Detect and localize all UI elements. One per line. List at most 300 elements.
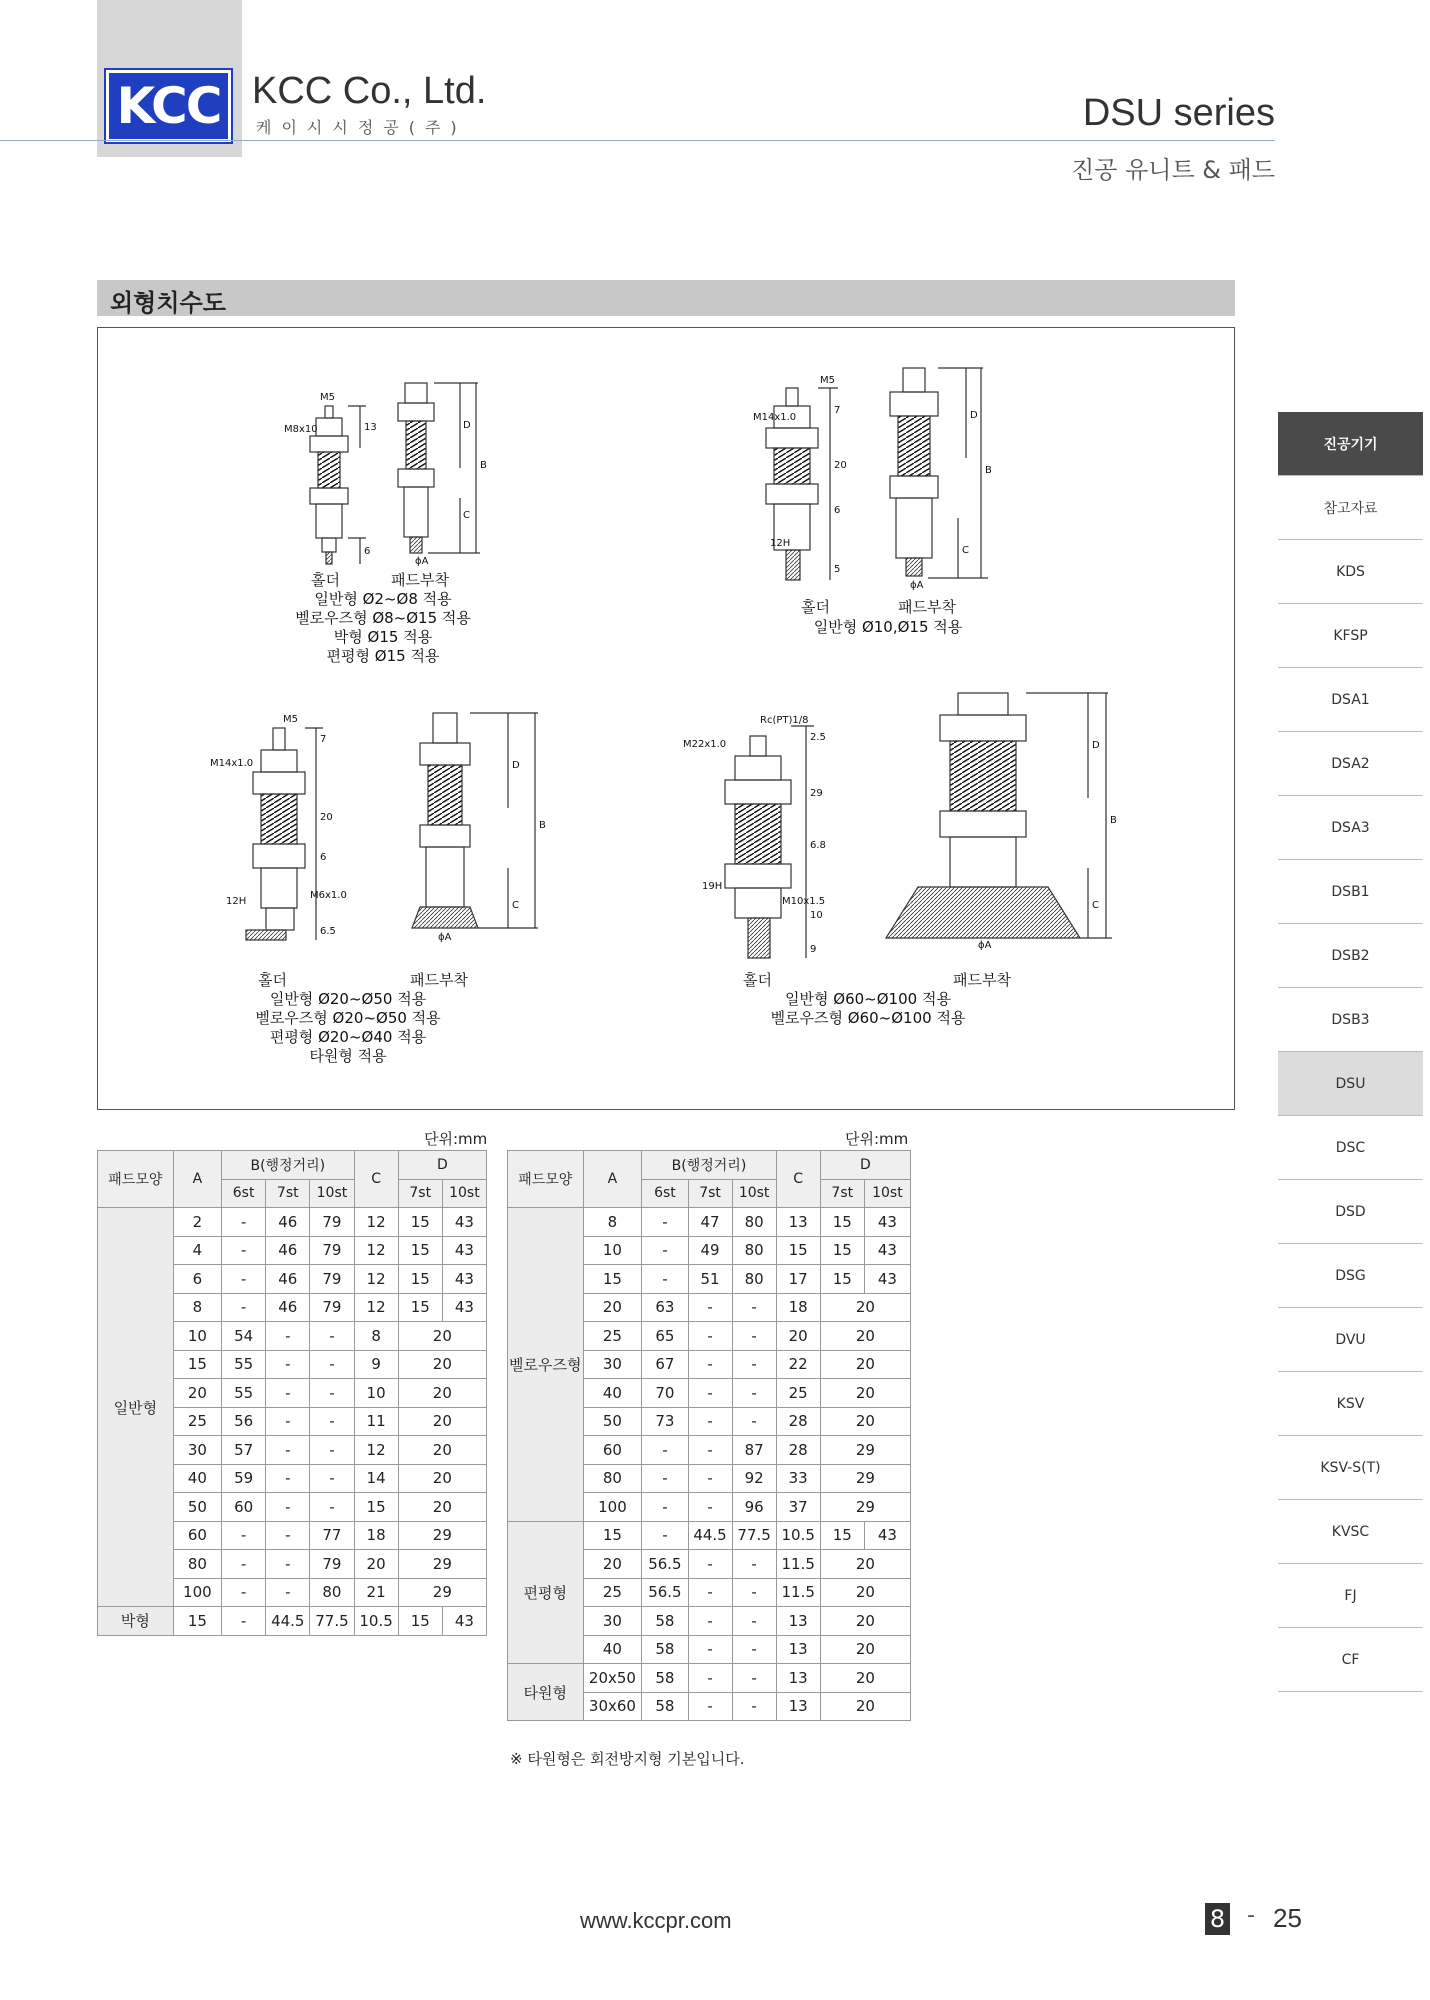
table-cell: 46 bbox=[266, 1208, 310, 1237]
d4-dim-6-8: 6.8 bbox=[810, 840, 826, 851]
d3-thread-label: M14x1.0 bbox=[210, 758, 254, 769]
drawing-4-pad-mounted bbox=[886, 693, 1112, 938]
table-cell: 25 bbox=[173, 1407, 221, 1436]
pad-shape-group: 벨로우즈형 bbox=[508, 1208, 584, 1522]
table-cell: 22 bbox=[776, 1350, 820, 1379]
sidebar-item-kvsc[interactable]: KVSC bbox=[1278, 1500, 1423, 1564]
table-cell: 92 bbox=[732, 1464, 776, 1493]
table-cell: 29 bbox=[820, 1493, 910, 1522]
header-divider bbox=[0, 140, 1275, 141]
table-cell: 77.5 bbox=[732, 1521, 776, 1550]
table-cell: - bbox=[642, 1464, 688, 1493]
d3-caption-line: 일반형 Ø20~Ø50 적용 bbox=[269, 990, 427, 1008]
table-cell: 18 bbox=[776, 1293, 820, 1322]
table-cell: 56.5 bbox=[642, 1578, 688, 1607]
pad-shape-group: 편평형 bbox=[508, 1521, 584, 1664]
table-cell: - bbox=[642, 1493, 688, 1522]
d2-phiA: ϕA bbox=[910, 580, 924, 591]
col-d-7st: 7st bbox=[820, 1179, 864, 1208]
table-cell: 67 bbox=[642, 1350, 688, 1379]
table-cell: - bbox=[222, 1607, 266, 1636]
dimension-drawing-panel bbox=[97, 327, 1235, 1110]
table-cell: 56.5 bbox=[642, 1550, 688, 1579]
table-cell: 17 bbox=[776, 1265, 820, 1294]
table-cell: 29 bbox=[820, 1436, 910, 1465]
d3-caption-line: 벨로우즈형 Ø20~Ø50 적용 bbox=[255, 1009, 441, 1027]
d1-dim-13: 13 bbox=[364, 422, 377, 433]
oval-pad-note: ※ 타원형은 회전방지형 기본입니다. bbox=[510, 1750, 745, 1768]
table-cell: - bbox=[688, 1464, 732, 1493]
table-cell: 46 bbox=[266, 1265, 310, 1294]
table-cell: 20 bbox=[776, 1322, 820, 1351]
table-cell: - bbox=[688, 1379, 732, 1408]
table-cell: - bbox=[310, 1407, 354, 1436]
table-cell: 12 bbox=[354, 1265, 398, 1294]
table-cell: 44.5 bbox=[266, 1607, 310, 1636]
table-cell: - bbox=[310, 1350, 354, 1379]
table-cell: 51 bbox=[688, 1265, 732, 1294]
sidebar-item-dsb3[interactable]: DSB3 bbox=[1278, 988, 1423, 1052]
table-cell: 96 bbox=[732, 1493, 776, 1522]
table-cell: 12 bbox=[354, 1436, 398, 1465]
table-cell: - bbox=[266, 1407, 310, 1436]
d3-caption-line: 편평형 Ø20~Ø40 적용 bbox=[269, 1028, 427, 1046]
table-cell: 29 bbox=[398, 1521, 486, 1550]
table-cell: 13 bbox=[776, 1208, 820, 1237]
table-cell: 80 bbox=[732, 1208, 776, 1237]
sidebar-item-dsa2[interactable]: DSA2 bbox=[1278, 732, 1423, 796]
table-cell: 12 bbox=[354, 1293, 398, 1322]
table-cell: - bbox=[732, 1407, 776, 1436]
pad-shape-group: 타원형 bbox=[508, 1664, 584, 1721]
d2-thread-label: M14x1.0 bbox=[753, 412, 797, 423]
table-cell: 13 bbox=[776, 1692, 820, 1721]
table-cell: - bbox=[222, 1521, 266, 1550]
table-cell: 4 bbox=[173, 1236, 221, 1265]
d4-caption-line: 벨로우즈형 Ø60~Ø100 적용 bbox=[770, 1009, 966, 1027]
table-cell: 58 bbox=[642, 1635, 688, 1664]
table-cell: 20 bbox=[398, 1407, 486, 1436]
table-cell: 20 bbox=[820, 1692, 910, 1721]
table-row bbox=[98, 1607, 487, 1636]
table-cell: 13 bbox=[776, 1607, 820, 1636]
table-cell: - bbox=[266, 1493, 310, 1522]
table-cell: 79 bbox=[310, 1293, 354, 1322]
table-cell: 80 bbox=[583, 1464, 642, 1493]
table-cell: 46 bbox=[266, 1236, 310, 1265]
table-cell: - bbox=[688, 1635, 732, 1664]
drawing-1-holder bbox=[310, 406, 366, 564]
table-cell: 20 bbox=[820, 1578, 910, 1607]
col-b: B(행정거리) bbox=[222, 1151, 354, 1180]
table-cell: 2 bbox=[173, 1208, 221, 1237]
table-cell: 11.5 bbox=[776, 1578, 820, 1607]
table-cell: - bbox=[642, 1208, 688, 1237]
table-cell: 60 bbox=[173, 1521, 221, 1550]
table-cell: 20 bbox=[398, 1464, 486, 1493]
table-cell: 80 bbox=[173, 1550, 221, 1579]
table-cell: 47 bbox=[688, 1208, 732, 1237]
d3-holder-label: 홀더 bbox=[258, 971, 287, 989]
table-cell: 20 bbox=[398, 1493, 486, 1522]
table-cell: 9 bbox=[354, 1350, 398, 1379]
table-cell: 40 bbox=[173, 1464, 221, 1493]
d3-m5-label: M5 bbox=[283, 714, 298, 725]
table2-unit-label: 단위:mm bbox=[845, 1130, 909, 1148]
table-cell: - bbox=[642, 1436, 688, 1465]
table-cell: - bbox=[222, 1236, 266, 1265]
table-cell: 43 bbox=[864, 1236, 910, 1265]
table-cell: - bbox=[688, 1607, 732, 1636]
d4-holder-label: 홀더 bbox=[743, 971, 772, 989]
table-cell: 15 bbox=[354, 1493, 398, 1522]
table-cell: - bbox=[222, 1208, 266, 1237]
table-cell: 100 bbox=[583, 1493, 642, 1522]
table-cell: 43 bbox=[864, 1521, 910, 1550]
d2-dim-C: C bbox=[962, 545, 969, 556]
table-cell: 10.5 bbox=[776, 1521, 820, 1550]
d2-dim-7: 7 bbox=[834, 405, 841, 416]
kcc-logo: KCC bbox=[106, 70, 231, 142]
drawing-3-holder bbox=[246, 728, 323, 940]
table-cell: 25 bbox=[776, 1379, 820, 1408]
table-cell: - bbox=[310, 1379, 354, 1408]
table-cell: 12 bbox=[354, 1236, 398, 1265]
col-pad-shape: 패드모양 bbox=[98, 1151, 174, 1208]
table-cell: - bbox=[688, 1550, 732, 1579]
table-cell: 40 bbox=[583, 1635, 642, 1664]
col-c: C bbox=[776, 1151, 820, 1208]
table-cell: 29 bbox=[398, 1550, 486, 1579]
table-cell: 15 bbox=[583, 1265, 642, 1294]
sidebar-item-vacuum[interactable]: 진공기기 bbox=[1278, 412, 1423, 476]
sidebar-item-dsu[interactable]: DSU bbox=[1278, 1052, 1423, 1116]
d1-pad-label: 패드부착 bbox=[391, 571, 449, 589]
table-cell: - bbox=[266, 1550, 310, 1579]
table-cell: 46 bbox=[266, 1293, 310, 1322]
table-cell: 79 bbox=[310, 1208, 354, 1237]
table-cell: 15 bbox=[776, 1236, 820, 1265]
d3-12H: 12H bbox=[226, 896, 247, 907]
table-cell: - bbox=[642, 1521, 688, 1550]
sidebar-item-cf[interactable]: CF bbox=[1278, 1628, 1423, 1692]
table-cell: 30x60 bbox=[583, 1692, 642, 1721]
table-cell: - bbox=[222, 1293, 266, 1322]
d4-dim-C: C bbox=[1092, 900, 1099, 911]
table-cell: 60 bbox=[222, 1493, 266, 1522]
sidebar-item-dsa3[interactable]: DSA3 bbox=[1278, 796, 1423, 860]
table-cell: - bbox=[688, 1407, 732, 1436]
series-subtitle: 진공 유니트 & 패드 bbox=[1071, 156, 1275, 184]
d1-caption-line: 편평형 Ø15 적용 bbox=[326, 647, 440, 665]
d1-caption-line: 박형 Ø15 적용 bbox=[333, 628, 433, 646]
table-cell: - bbox=[688, 1578, 732, 1607]
table-cell: 20x50 bbox=[583, 1664, 642, 1693]
d3-pad-label: 패드부착 bbox=[410, 971, 468, 989]
col-c: C bbox=[354, 1151, 398, 1208]
table-cell: 65 bbox=[642, 1322, 688, 1351]
col-b-6st: 6st bbox=[222, 1179, 266, 1208]
category-sidebar bbox=[1278, 412, 1423, 1692]
table-cell: - bbox=[266, 1521, 310, 1550]
col-d: D bbox=[820, 1151, 910, 1180]
col-b: B(행정거리) bbox=[642, 1151, 776, 1180]
drawing-3-pad-mounted bbox=[412, 713, 538, 928]
d3-dim-6: 6 bbox=[320, 852, 327, 863]
table-cell: 30 bbox=[583, 1607, 642, 1636]
company-name-korean: 케이시시정공(주) bbox=[256, 118, 467, 137]
table-cell: 15 bbox=[398, 1265, 442, 1294]
table-cell: 15 bbox=[820, 1208, 864, 1237]
sidebar-item-kds[interactable]: KDS bbox=[1278, 540, 1423, 604]
table-cell: 43 bbox=[442, 1208, 486, 1237]
table-cell: 80 bbox=[310, 1578, 354, 1607]
table-cell: 44.5 bbox=[688, 1521, 732, 1550]
d2-dim-B: B bbox=[985, 465, 992, 476]
drawing-1-pad-mounted bbox=[398, 383, 480, 553]
sidebar-item-reference[interactable]: 참고자료 bbox=[1278, 476, 1423, 540]
pad-shape-group: 일반형 bbox=[98, 1208, 174, 1607]
table-cell: 15 bbox=[173, 1607, 221, 1636]
table-cell: 79 bbox=[310, 1550, 354, 1579]
table-cell: 40 bbox=[583, 1379, 642, 1408]
d3-caption bbox=[238, 990, 458, 1066]
d2-dim-5: 5 bbox=[834, 564, 841, 575]
sidebar-item-dsb1[interactable]: DSB1 bbox=[1278, 860, 1423, 924]
table-cell: - bbox=[266, 1436, 310, 1465]
d4-thread-label: M22x1.0 bbox=[683, 739, 727, 750]
table-cell: 20 bbox=[398, 1379, 486, 1408]
sidebar-item-dsa1[interactable]: DSA1 bbox=[1278, 668, 1423, 732]
d1-caption-line: 일반형 Ø2~Ø8 적용 bbox=[314, 590, 452, 608]
d4-dim-9: 9 bbox=[810, 944, 817, 955]
table-cell: 25 bbox=[583, 1322, 642, 1351]
d1-holder-label: 홀더 bbox=[311, 571, 340, 589]
section-title: 외형치수도 bbox=[110, 289, 226, 317]
d2-m5-label: M5 bbox=[820, 375, 835, 386]
table-row bbox=[508, 1521, 911, 1550]
table-cell: 20 bbox=[354, 1550, 398, 1579]
d3-dim-C: C bbox=[512, 900, 519, 911]
table-cell: 54 bbox=[222, 1322, 266, 1351]
d2-dim-D: D bbox=[970, 410, 978, 421]
table-cell: 18 bbox=[354, 1521, 398, 1550]
table-cell: 15 bbox=[820, 1521, 864, 1550]
col-d: D bbox=[398, 1151, 486, 1180]
table-cell: 43 bbox=[442, 1293, 486, 1322]
table-cell: - bbox=[310, 1493, 354, 1522]
d1-phiA: ϕA bbox=[415, 556, 429, 567]
table-cell: - bbox=[732, 1692, 776, 1721]
table-cell: 43 bbox=[442, 1265, 486, 1294]
table-cell: 14 bbox=[354, 1464, 398, 1493]
table-cell: 15 bbox=[398, 1293, 442, 1322]
d4-dim-29: 29 bbox=[810, 788, 823, 799]
table-cell: - bbox=[732, 1635, 776, 1664]
d1-caption bbox=[268, 590, 498, 666]
chapter-number: 8 bbox=[1205, 1903, 1230, 1935]
table-cell: 49 bbox=[688, 1236, 732, 1265]
table-cell: 79 bbox=[310, 1236, 354, 1265]
sidebar-item-ksv-st[interactable]: KSV-S(T) bbox=[1278, 1436, 1423, 1500]
series-title: DSU series bbox=[1082, 92, 1275, 134]
table-cell: 58 bbox=[642, 1664, 688, 1693]
table-cell: - bbox=[688, 1350, 732, 1379]
table-cell: 20 bbox=[820, 1322, 910, 1351]
sidebar-item-dsb2[interactable]: DSB2 bbox=[1278, 924, 1423, 988]
d4-caption-line: 일반형 Ø60~Ø100 적용 bbox=[785, 990, 951, 1008]
d4-pad-label: 패드부착 bbox=[953, 971, 1011, 989]
d2-caption bbox=[778, 618, 998, 637]
table-cell: 59 bbox=[222, 1464, 266, 1493]
table-cell: 20 bbox=[583, 1550, 642, 1579]
table-cell: - bbox=[310, 1464, 354, 1493]
table-row bbox=[508, 1664, 911, 1693]
table-cell: 15 bbox=[820, 1265, 864, 1294]
table-cell: 15 bbox=[583, 1521, 642, 1550]
table-cell: 15 bbox=[398, 1236, 442, 1265]
table-cell: 6 bbox=[173, 1265, 221, 1294]
table-cell: 73 bbox=[642, 1407, 688, 1436]
d1-dim-B: B bbox=[480, 460, 487, 471]
sidebar-item-dvu[interactable]: DVU bbox=[1278, 1308, 1423, 1372]
table-cell: 11 bbox=[354, 1407, 398, 1436]
table-cell: 10 bbox=[354, 1379, 398, 1408]
col-a: A bbox=[173, 1151, 221, 1208]
table-cell: 15 bbox=[398, 1607, 442, 1636]
d3-dim-B: B bbox=[539, 820, 546, 831]
d4-19H: 19H bbox=[702, 881, 723, 892]
d2-12H: 12H bbox=[770, 538, 791, 549]
table-cell: 29 bbox=[398, 1578, 486, 1607]
col-b-7st: 7st bbox=[688, 1179, 732, 1208]
col-b-7st: 7st bbox=[266, 1179, 310, 1208]
table-cell: 20 bbox=[820, 1293, 910, 1322]
d2-holder-label: 홀더 bbox=[801, 598, 830, 616]
table-cell: 37 bbox=[776, 1493, 820, 1522]
table-cell: 20 bbox=[820, 1350, 910, 1379]
col-a: A bbox=[583, 1151, 642, 1208]
table-cell: - bbox=[222, 1550, 266, 1579]
table-cell: - bbox=[310, 1322, 354, 1351]
table-cell: 28 bbox=[776, 1407, 820, 1436]
drawing-2-pad-mounted bbox=[890, 368, 988, 578]
d3-dim-6-5: 6.5 bbox=[320, 926, 336, 937]
table-cell: 63 bbox=[642, 1293, 688, 1322]
sidebar-item-fj[interactable]: FJ bbox=[1278, 1564, 1423, 1628]
table1-unit-label: 단위:mm bbox=[424, 1130, 488, 1148]
table-cell: 8 bbox=[583, 1208, 642, 1237]
spec-table-bellows-flat-oval bbox=[507, 1150, 911, 1721]
table-cell: - bbox=[688, 1692, 732, 1721]
table-cell: - bbox=[266, 1379, 310, 1408]
d4-caption bbox=[743, 990, 993, 1028]
sidebar-item-dsd[interactable]: DSD bbox=[1278, 1180, 1423, 1244]
table-cell: 20 bbox=[398, 1350, 486, 1379]
table-cell: - bbox=[222, 1265, 266, 1294]
table-cell: 12 bbox=[354, 1208, 398, 1237]
table-cell: 58 bbox=[642, 1607, 688, 1636]
table-cell: 30 bbox=[583, 1350, 642, 1379]
table-cell: 50 bbox=[583, 1407, 642, 1436]
table-cell: 13 bbox=[776, 1664, 820, 1693]
table-cell: 20 bbox=[173, 1379, 221, 1408]
table-row bbox=[98, 1208, 487, 1237]
col-d-10st: 10st bbox=[864, 1179, 910, 1208]
table-cell: - bbox=[688, 1493, 732, 1522]
table-cell: 43 bbox=[442, 1236, 486, 1265]
table-cell: 29 bbox=[820, 1464, 910, 1493]
footer-url[interactable]: www.kccpr.com bbox=[580, 1908, 732, 1933]
section-bar bbox=[97, 280, 1235, 316]
table-cell: 87 bbox=[732, 1436, 776, 1465]
table-cell: 20 bbox=[820, 1379, 910, 1408]
d3-phiA: ϕA bbox=[438, 932, 452, 943]
spec-table-general bbox=[97, 1150, 487, 1636]
d4-dim-D: D bbox=[1092, 740, 1100, 751]
sidebar-item-dsg[interactable]: DSG bbox=[1278, 1244, 1423, 1308]
table-cell: 43 bbox=[864, 1265, 910, 1294]
table-cell: 20 bbox=[820, 1635, 910, 1664]
page-number: 25 bbox=[1273, 1903, 1302, 1933]
table-cell: 10 bbox=[583, 1236, 642, 1265]
table-cell: - bbox=[732, 1607, 776, 1636]
d1-caption-line: 벨로우즈형 Ø8~Ø15 적용 bbox=[295, 609, 471, 627]
d1-dim-6: 6 bbox=[364, 546, 371, 557]
table-cell: 25 bbox=[583, 1578, 642, 1607]
col-b-10st: 10st bbox=[732, 1179, 776, 1208]
d1-thread-label: M8x10 bbox=[284, 424, 318, 435]
table-cell: 11.5 bbox=[776, 1550, 820, 1579]
d3-dim-20: 20 bbox=[320, 812, 333, 823]
sidebar-item-dsc[interactable]: DSC bbox=[1278, 1116, 1423, 1180]
col-d-10st: 10st bbox=[442, 1179, 486, 1208]
table-row bbox=[508, 1208, 911, 1237]
sidebar-item-kfsp[interactable]: KFSP bbox=[1278, 604, 1423, 668]
d2-caption-line: 일반형 Ø10,Ø15 적용 bbox=[813, 618, 963, 636]
d1-dim-C: C bbox=[463, 510, 470, 521]
d2-dim-6: 6 bbox=[834, 505, 841, 516]
table-cell: 58 bbox=[642, 1692, 688, 1721]
table-cell: 57 bbox=[222, 1436, 266, 1465]
d2-pad-label: 패드부착 bbox=[898, 598, 956, 616]
table-cell: 80 bbox=[732, 1265, 776, 1294]
table-cell: 15 bbox=[820, 1236, 864, 1265]
table-cell: - bbox=[266, 1350, 310, 1379]
table-cell: - bbox=[732, 1322, 776, 1351]
table-cell: 77.5 bbox=[310, 1607, 354, 1636]
table-cell: 80 bbox=[732, 1236, 776, 1265]
table-cell: 20 bbox=[398, 1322, 486, 1351]
table-cell: - bbox=[688, 1293, 732, 1322]
d3-dim-D: D bbox=[512, 760, 520, 771]
table-cell: 10.5 bbox=[354, 1607, 398, 1636]
d3-caption-line: 타원형 적용 bbox=[309, 1047, 387, 1065]
table-cell: - bbox=[732, 1578, 776, 1607]
table-cell: 8 bbox=[354, 1322, 398, 1351]
page-separator: - bbox=[1247, 1903, 1255, 1928]
table-cell: - bbox=[732, 1293, 776, 1322]
table-cell: 21 bbox=[354, 1578, 398, 1607]
table-cell: 20 bbox=[398, 1436, 486, 1465]
col-b-6st: 6st bbox=[642, 1179, 688, 1208]
pad-shape-group: 박형 bbox=[98, 1607, 174, 1636]
table-cell: 20 bbox=[820, 1550, 910, 1579]
table-cell: 20 bbox=[820, 1607, 910, 1636]
table-cell: - bbox=[266, 1322, 310, 1351]
d1-m5-label: M5 bbox=[320, 392, 335, 403]
sidebar-item-ksv[interactable]: KSV bbox=[1278, 1372, 1423, 1436]
